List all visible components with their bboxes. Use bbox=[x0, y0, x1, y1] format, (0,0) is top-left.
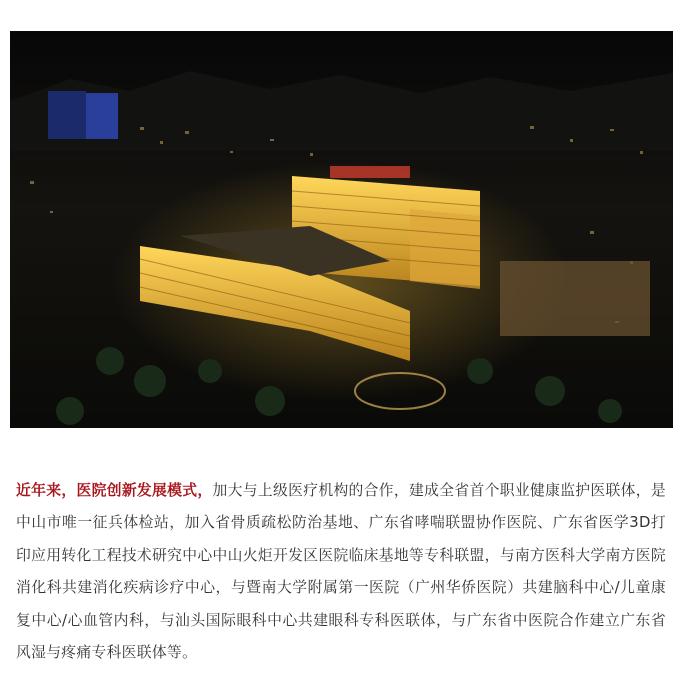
distant-tower-right bbox=[86, 93, 118, 139]
hospital-night-photo bbox=[10, 31, 673, 428]
article-lead: 近年来，医院创新发展模式， bbox=[16, 482, 213, 499]
article-body: 加大与上级医疗机构的合作，建成全省首个职业健康监护医联体，是中山市唯一征兵体检站，加入省骨质疏松防治基地、广东省哮喘联盟协作医院、广东省医学3D打印应用转化工程技术研究中心中山火炬开发区医院临床基地等专科联盟，与南方医科大学南方医院消化科共建消化疾病诊疗中心，与暨南大学附属第一医院（广州华侨医院）共建脑科中心/儿童康复中心/心血管内科，与汕头国际眼科中心共建眼科专科医联体，与广东省中医院合作建立广东省风湿与疼痛专科医联体等。 bbox=[16, 482, 666, 662]
distant-tower-left bbox=[48, 91, 86, 139]
right-building bbox=[500, 261, 650, 336]
article-paragraph bbox=[16, 475, 666, 669]
tower-sign bbox=[330, 166, 410, 178]
hospital-night-illustration bbox=[10, 31, 673, 428]
